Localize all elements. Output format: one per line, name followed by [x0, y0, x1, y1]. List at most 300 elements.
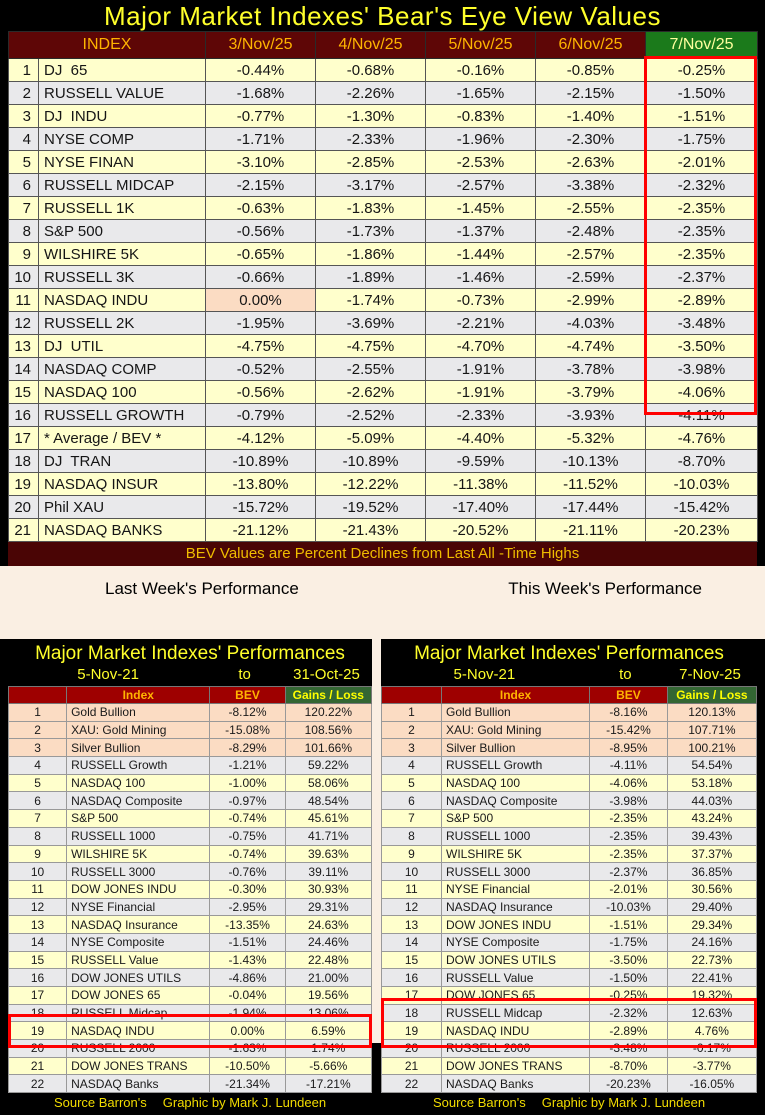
- bev-col-date-1: 3/Nov/25: [206, 32, 316, 59]
- perf-table-row: [382, 845, 757, 863]
- bev-value: -3.79%: [536, 381, 646, 404]
- gain-loss-value: -5.66%: [285, 1057, 371, 1075]
- bev-value: -2.37%: [646, 266, 758, 289]
- row-number: 19: [382, 1022, 442, 1040]
- perf-table-row: [9, 757, 372, 775]
- bev-value: -2.53%: [426, 151, 536, 174]
- row-number: 11: [9, 289, 39, 312]
- index-name: DOW JONES INDU: [67, 880, 210, 898]
- bev-value: -3.48%: [590, 1040, 668, 1058]
- gain-loss-value: 39.11%: [285, 863, 371, 881]
- perf-table-row: [382, 1004, 757, 1022]
- bev-value: -0.25%: [590, 987, 668, 1005]
- bev-value: -12.22%: [316, 473, 426, 496]
- row-number: 13: [9, 916, 67, 934]
- bev-value: -3.10%: [206, 151, 316, 174]
- gain-loss-value: 107.71%: [667, 721, 756, 739]
- index-name: NYSE Financial: [67, 898, 210, 916]
- perf-header-row: [382, 687, 757, 704]
- index-name: NASDAQ 100: [442, 774, 590, 792]
- bev-value: -4.06%: [590, 774, 668, 792]
- bev-value: -4.11%: [590, 757, 668, 775]
- index-name: DOW JONES TRANS: [442, 1057, 590, 1075]
- gain-loss-value: 30.93%: [285, 880, 371, 898]
- bev-value: -21.43%: [316, 519, 426, 542]
- gain-loss-value: 29.34%: [667, 916, 756, 934]
- perf-table-row: [9, 951, 372, 969]
- index-name: Gold Bullion: [442, 704, 590, 722]
- index-name: * Average / BEV *: [39, 427, 206, 450]
- bev-value: -0.30%: [210, 880, 285, 898]
- index-name: NASDAQ 100: [39, 381, 206, 404]
- row-number: 18: [9, 1004, 67, 1022]
- row-number: 2: [9, 721, 67, 739]
- bev-table-row: [9, 197, 758, 220]
- bev-value: -3.78%: [536, 358, 646, 381]
- last-week-table: [8, 686, 372, 1093]
- bev-value: -0.16%: [426, 59, 536, 82]
- row-number: 3: [382, 739, 442, 757]
- index-name: DJ 65: [39, 59, 206, 82]
- index-name: NASDAQ BANKS: [39, 519, 206, 542]
- gain-loss-value: 12.63%: [667, 1004, 756, 1022]
- bev-value: -0.56%: [206, 381, 316, 404]
- bev-value: -2.01%: [590, 880, 668, 898]
- bev-value: -11.52%: [536, 473, 646, 496]
- bev-value: -3.93%: [536, 404, 646, 427]
- index-name: DOW JONES TRANS: [67, 1057, 210, 1075]
- index-name: RUSSELL 3000: [442, 863, 590, 881]
- row-number: 5: [9, 774, 67, 792]
- gain-loss-value: 1.74%: [285, 1040, 371, 1058]
- bev-value: -3.98%: [646, 358, 758, 381]
- index-name: NASDAQ INSUR: [39, 473, 206, 496]
- bev-table-row: [9, 473, 758, 496]
- row-number: 22: [9, 1075, 67, 1093]
- bev-value: -21.34%: [210, 1075, 285, 1093]
- row-number: 12: [9, 898, 67, 916]
- footer-source: Source Barron's: [53, 1095, 147, 1111]
- index-name: XAU: Gold Mining: [67, 721, 210, 739]
- bev-value: -3.48%: [646, 312, 758, 335]
- perf-table-row: [9, 1040, 372, 1058]
- row-number: 1: [9, 704, 67, 722]
- last-week-table-period: [8, 665, 372, 684]
- bev-value: -2.57%: [426, 174, 536, 197]
- bev-value: -1.50%: [646, 82, 758, 105]
- bev-table-row: [9, 289, 758, 312]
- index-name: NASDAQ Composite: [442, 792, 590, 810]
- gain-loss-value: 43.24%: [667, 810, 756, 828]
- bev-value: -13.35%: [210, 916, 285, 934]
- bev-value: -11.38%: [426, 473, 536, 496]
- bev-value: -1.75%: [590, 933, 668, 951]
- perf-col-index: Index: [442, 687, 590, 704]
- row-number: 20: [9, 496, 39, 519]
- perf-table-row: [382, 1075, 757, 1093]
- index-name: RUSSELL GROWTH: [39, 404, 206, 427]
- bev-value: -15.42%: [590, 721, 668, 739]
- bev-value: -10.03%: [646, 473, 758, 496]
- gain-loss-value: 24.46%: [285, 933, 371, 951]
- perf-table-row: [9, 721, 372, 739]
- bev-value: -8.70%: [646, 450, 758, 473]
- bev-value: -1.83%: [316, 197, 426, 220]
- bev-value: -15.42%: [646, 496, 758, 519]
- bev-value: -0.75%: [210, 827, 285, 845]
- bev-table-body: [9, 59, 758, 542]
- gain-loss-value: 19.32%: [667, 987, 756, 1005]
- perf-table-row: [9, 845, 372, 863]
- bev-value: -0.44%: [206, 59, 316, 82]
- row-number: 21: [9, 1057, 67, 1075]
- last-week-label: Last Week's Performance: [105, 579, 299, 598]
- index-name: NYSE Composite: [442, 933, 590, 951]
- gain-loss-value: 24.16%: [667, 933, 756, 951]
- bev-value: -10.50%: [210, 1057, 285, 1075]
- perf-table-row: [382, 1057, 757, 1075]
- index-name: NASDAQ Banks: [442, 1075, 590, 1093]
- bev-value: -3.50%: [646, 335, 758, 358]
- perf-table-row: [9, 792, 372, 810]
- perf-header-row: [9, 687, 372, 704]
- bev-value: -4.03%: [536, 312, 646, 335]
- perf-table-row: [382, 721, 757, 739]
- bev-value: -20.23%: [646, 519, 758, 542]
- bev-col-date-5-current: 7/Nov/25: [646, 32, 758, 59]
- gain-loss-value: -16.05%: [667, 1075, 756, 1093]
- row-number: 18: [9, 450, 39, 473]
- perf-table-row: [382, 1022, 757, 1040]
- perf-table-row: [382, 880, 757, 898]
- bev-value: -8.29%: [210, 739, 285, 757]
- perf-table-row: [382, 739, 757, 757]
- perf-table-row: [9, 916, 372, 934]
- index-name: DOW JONES 65: [67, 987, 210, 1005]
- bev-value: -17.44%: [536, 496, 646, 519]
- row-number: 19: [9, 1022, 67, 1040]
- perf-table-row: [382, 969, 757, 987]
- perf-table-row: [9, 933, 372, 951]
- bev-value: -2.55%: [316, 358, 426, 381]
- bev-value: -1.51%: [646, 105, 758, 128]
- index-name: DJ TRAN: [39, 450, 206, 473]
- index-name: RUSSELL Growth: [67, 757, 210, 775]
- index-name: NASDAQ 100: [67, 774, 210, 792]
- row-number: 13: [9, 335, 39, 358]
- bev-value: -1.96%: [426, 128, 536, 151]
- bev-value: -10.89%: [316, 450, 426, 473]
- this-week-table-footer: [381, 1093, 757, 1115]
- index-name: RUSSELL 2000: [67, 1040, 210, 1058]
- bev-value: -2.95%: [210, 898, 285, 916]
- bev-value: -0.65%: [206, 243, 316, 266]
- bev-value: -3.98%: [590, 792, 668, 810]
- bev-value: -17.40%: [426, 496, 536, 519]
- bev-value: 0.00%: [210, 1022, 285, 1040]
- bev-table-row: [9, 82, 758, 105]
- gain-loss-value: 37.37%: [667, 845, 756, 863]
- bev-value: -1.00%: [210, 774, 285, 792]
- bev-value: -10.03%: [590, 898, 668, 916]
- index-name: NYSE FINAN: [39, 151, 206, 174]
- gain-loss-value: 120.22%: [285, 704, 371, 722]
- perf-table-row: [9, 880, 372, 898]
- index-name: NASDAQ INDU: [39, 289, 206, 312]
- index-name: S&P 500: [442, 810, 590, 828]
- gain-loss-value: 45.61%: [285, 810, 371, 828]
- gain-loss-value: -17.21%: [285, 1075, 371, 1093]
- bev-value: -0.83%: [426, 105, 536, 128]
- bev-value: -10.89%: [206, 450, 316, 473]
- index-name: NYSE Composite: [67, 933, 210, 951]
- bev-value: -2.89%: [590, 1022, 668, 1040]
- index-name: WILSHIRE 5K: [39, 243, 206, 266]
- perf-table-row: [382, 810, 757, 828]
- page-title: Major Market Indexes' Bear's Eye View Values: [104, 1, 661, 31]
- index-name: NYSE Financial: [442, 880, 590, 898]
- bev-table-row: [9, 427, 758, 450]
- performance-tables-section: [0, 639, 765, 1115]
- row-number: 16: [9, 969, 67, 987]
- bev-value: -0.04%: [210, 987, 285, 1005]
- index-name: S&P 500: [67, 810, 210, 828]
- perf-table-row: [382, 916, 757, 934]
- bev-value: -1.63%: [210, 1040, 285, 1058]
- index-name: S&P 500: [39, 220, 206, 243]
- index-name: NYSE COMP: [39, 128, 206, 151]
- bev-value: -19.52%: [316, 496, 426, 519]
- gain-loss-value: 100.21%: [667, 739, 756, 757]
- bev-value: -1.94%: [210, 1004, 285, 1022]
- bev-value: -4.76%: [646, 427, 758, 450]
- bev-col-date-2: 4/Nov/25: [316, 32, 426, 59]
- gain-loss-value: 48.54%: [285, 792, 371, 810]
- this-week-table: [381, 686, 757, 1093]
- index-name: RUSSELL 1000: [442, 827, 590, 845]
- perf-table-row: [9, 1004, 372, 1022]
- bev-value: -4.74%: [536, 335, 646, 358]
- perf-table-row: [382, 827, 757, 845]
- performance-labels-panel: [0, 566, 765, 639]
- bev-value: -2.15%: [206, 174, 316, 197]
- row-number: 18: [382, 1004, 442, 1022]
- row-number: 8: [9, 220, 39, 243]
- bev-value: -0.74%: [210, 845, 285, 863]
- bev-table-row: [9, 220, 758, 243]
- index-name: NASDAQ INDU: [67, 1022, 210, 1040]
- perf-table-row: [382, 898, 757, 916]
- bev-value: -1.65%: [426, 82, 536, 105]
- perf-table-row: [382, 774, 757, 792]
- perf-table-row: [9, 810, 372, 828]
- bev-table: [8, 31, 758, 542]
- bev-value: -1.74%: [316, 289, 426, 312]
- index-name: RUSSELL Midcap: [442, 1004, 590, 1022]
- perf-table-row: [382, 863, 757, 881]
- index-name: DOW JONES UTILS: [442, 951, 590, 969]
- bev-value: -3.50%: [590, 951, 668, 969]
- bev-value: -0.76%: [210, 863, 285, 881]
- bev-value: -2.85%: [316, 151, 426, 174]
- index-name: RUSSELL 1K: [39, 197, 206, 220]
- row-number: 17: [382, 987, 442, 1005]
- bev-table-row: [9, 105, 758, 128]
- bev-table-row: [9, 381, 758, 404]
- bev-table-row: [9, 151, 758, 174]
- bev-value: -0.68%: [316, 59, 426, 82]
- gain-loss-value: 22.73%: [667, 951, 756, 969]
- bev-value: -13.80%: [206, 473, 316, 496]
- bev-value: -1.89%: [316, 266, 426, 289]
- gain-loss-value: 29.31%: [285, 898, 371, 916]
- index-name: DOW JONES 65: [442, 987, 590, 1005]
- index-name: Gold Bullion: [67, 704, 210, 722]
- row-number: 6: [9, 174, 39, 197]
- row-number: 6: [382, 792, 442, 810]
- perf-col-bev: BEV: [210, 687, 285, 704]
- row-number: 7: [382, 810, 442, 828]
- row-number: 14: [382, 933, 442, 951]
- bev-value: -2.63%: [536, 151, 646, 174]
- gain-loss-value: 44.03%: [667, 792, 756, 810]
- row-number: 15: [9, 381, 39, 404]
- gain-loss-value: 21.00%: [285, 969, 371, 987]
- row-number: 19: [9, 473, 39, 496]
- gain-loss-value: 6.59%: [285, 1022, 371, 1040]
- bev-table-section: [8, 31, 757, 542]
- last-week-table-body: [9, 704, 372, 1093]
- perf-table-row: [382, 704, 757, 722]
- table-divider: [372, 639, 381, 1043]
- bev-table-row: [9, 496, 758, 519]
- bev-value: -0.85%: [536, 59, 646, 82]
- perf-table-row: [9, 863, 372, 881]
- bev-value: -2.37%: [590, 863, 668, 881]
- row-number: 5: [9, 151, 39, 174]
- bev-col-index: INDEX: [9, 32, 206, 59]
- row-number: 6: [9, 792, 67, 810]
- bev-value: -1.50%: [590, 969, 668, 987]
- bev-value: -1.91%: [426, 358, 536, 381]
- perf-table-row: [382, 933, 757, 951]
- gain-loss-value: -0.17%: [667, 1040, 756, 1058]
- bev-value: -2.62%: [316, 381, 426, 404]
- index-name: RUSSELL 3000: [67, 863, 210, 881]
- gain-loss-value: 108.56%: [285, 721, 371, 739]
- bev-value: -2.48%: [536, 220, 646, 243]
- bev-value: -2.35%: [590, 827, 668, 845]
- gain-loss-value: 4.76%: [667, 1022, 756, 1040]
- bev-value: -0.97%: [210, 792, 285, 810]
- bev-value: -2.26%: [316, 82, 426, 105]
- bev-value: 0.00%: [206, 289, 316, 312]
- row-number: 5: [382, 774, 442, 792]
- bev-value: -21.11%: [536, 519, 646, 542]
- perf-table-row: [382, 987, 757, 1005]
- index-name: RUSSELL 2000: [442, 1040, 590, 1058]
- row-number: 9: [9, 845, 67, 863]
- index-name: RUSSELL Midcap: [67, 1004, 210, 1022]
- bev-value: -0.77%: [206, 105, 316, 128]
- row-number: 8: [382, 827, 442, 845]
- bev-table-header-row: [9, 32, 758, 59]
- bev-table-row: [9, 174, 758, 197]
- last-week-table-title-block: [8, 639, 372, 686]
- bev-value: -1.91%: [426, 381, 536, 404]
- perf-col-gains: Gains / Loss: [285, 687, 371, 704]
- index-name: WILSHIRE 5K: [67, 845, 210, 863]
- gain-loss-value: 54.54%: [667, 757, 756, 775]
- bev-table-row: [9, 266, 758, 289]
- bev-table-row: [9, 312, 758, 335]
- bev-table-row: [9, 404, 758, 427]
- row-number: 12: [9, 312, 39, 335]
- index-name: RUSSELL 3K: [39, 266, 206, 289]
- row-number: 11: [382, 880, 442, 898]
- row-number: 15: [9, 951, 67, 969]
- gain-loss-value: 30.56%: [667, 880, 756, 898]
- bev-value: -0.79%: [206, 404, 316, 427]
- bev-value: -2.55%: [536, 197, 646, 220]
- row-number: 4: [382, 757, 442, 775]
- row-number: 1: [382, 704, 442, 722]
- bev-value: -8.95%: [590, 739, 668, 757]
- row-number: 9: [9, 243, 39, 266]
- this-week-label: This Week's Performance: [508, 579, 702, 598]
- bev-value: -8.70%: [590, 1057, 668, 1075]
- bev-value: -10.13%: [536, 450, 646, 473]
- perf-table-row: [9, 827, 372, 845]
- bev-value: -2.21%: [426, 312, 536, 335]
- bev-value: -2.89%: [646, 289, 758, 312]
- bev-value: -20.52%: [426, 519, 536, 542]
- bev-value: -1.21%: [210, 757, 285, 775]
- gain-loss-value: 39.63%: [285, 845, 371, 863]
- bev-value: -3.17%: [316, 174, 426, 197]
- footer-credit: Graphic by Mark J. Lundeen: [162, 1095, 327, 1111]
- perf-table-row: [9, 1057, 372, 1075]
- row-number: 21: [382, 1057, 442, 1075]
- last-week-table-title: Major Market Indexes' Performances: [35, 643, 345, 664]
- gain-loss-value: 13.06%: [285, 1004, 371, 1022]
- row-number: 2: [382, 721, 442, 739]
- gain-loss-value: 120.13%: [667, 704, 756, 722]
- gain-loss-value: 24.63%: [285, 916, 371, 934]
- bev-value: -1.51%: [590, 916, 668, 934]
- bev-value: -2.52%: [316, 404, 426, 427]
- perf-col-num: [9, 687, 67, 704]
- bev-value: -1.71%: [206, 128, 316, 151]
- bev-value: -2.33%: [316, 128, 426, 151]
- row-number: 16: [9, 404, 39, 427]
- index-name: NASDAQ Composite: [67, 792, 210, 810]
- bev-definition-banner: BEV Values are Percent Declines from Last All -Time Highs: [8, 542, 757, 566]
- bev-table-row: [9, 59, 758, 82]
- bev-value: -0.25%: [646, 59, 758, 82]
- bev-table-row: [9, 243, 758, 266]
- index-name: Silver Bullion: [442, 739, 590, 757]
- perf-table-row: [9, 969, 372, 987]
- index-name: RUSSELL 2K: [39, 312, 206, 335]
- bev-value: -3.38%: [536, 174, 646, 197]
- bev-value: -1.73%: [316, 220, 426, 243]
- row-number: 4: [9, 757, 67, 775]
- bev-value: -0.63%: [206, 197, 316, 220]
- this-week-table-title: Major Market Indexes' Performances: [414, 643, 724, 664]
- bev-table-row: [9, 128, 758, 151]
- gain-loss-value: 22.41%: [667, 969, 756, 987]
